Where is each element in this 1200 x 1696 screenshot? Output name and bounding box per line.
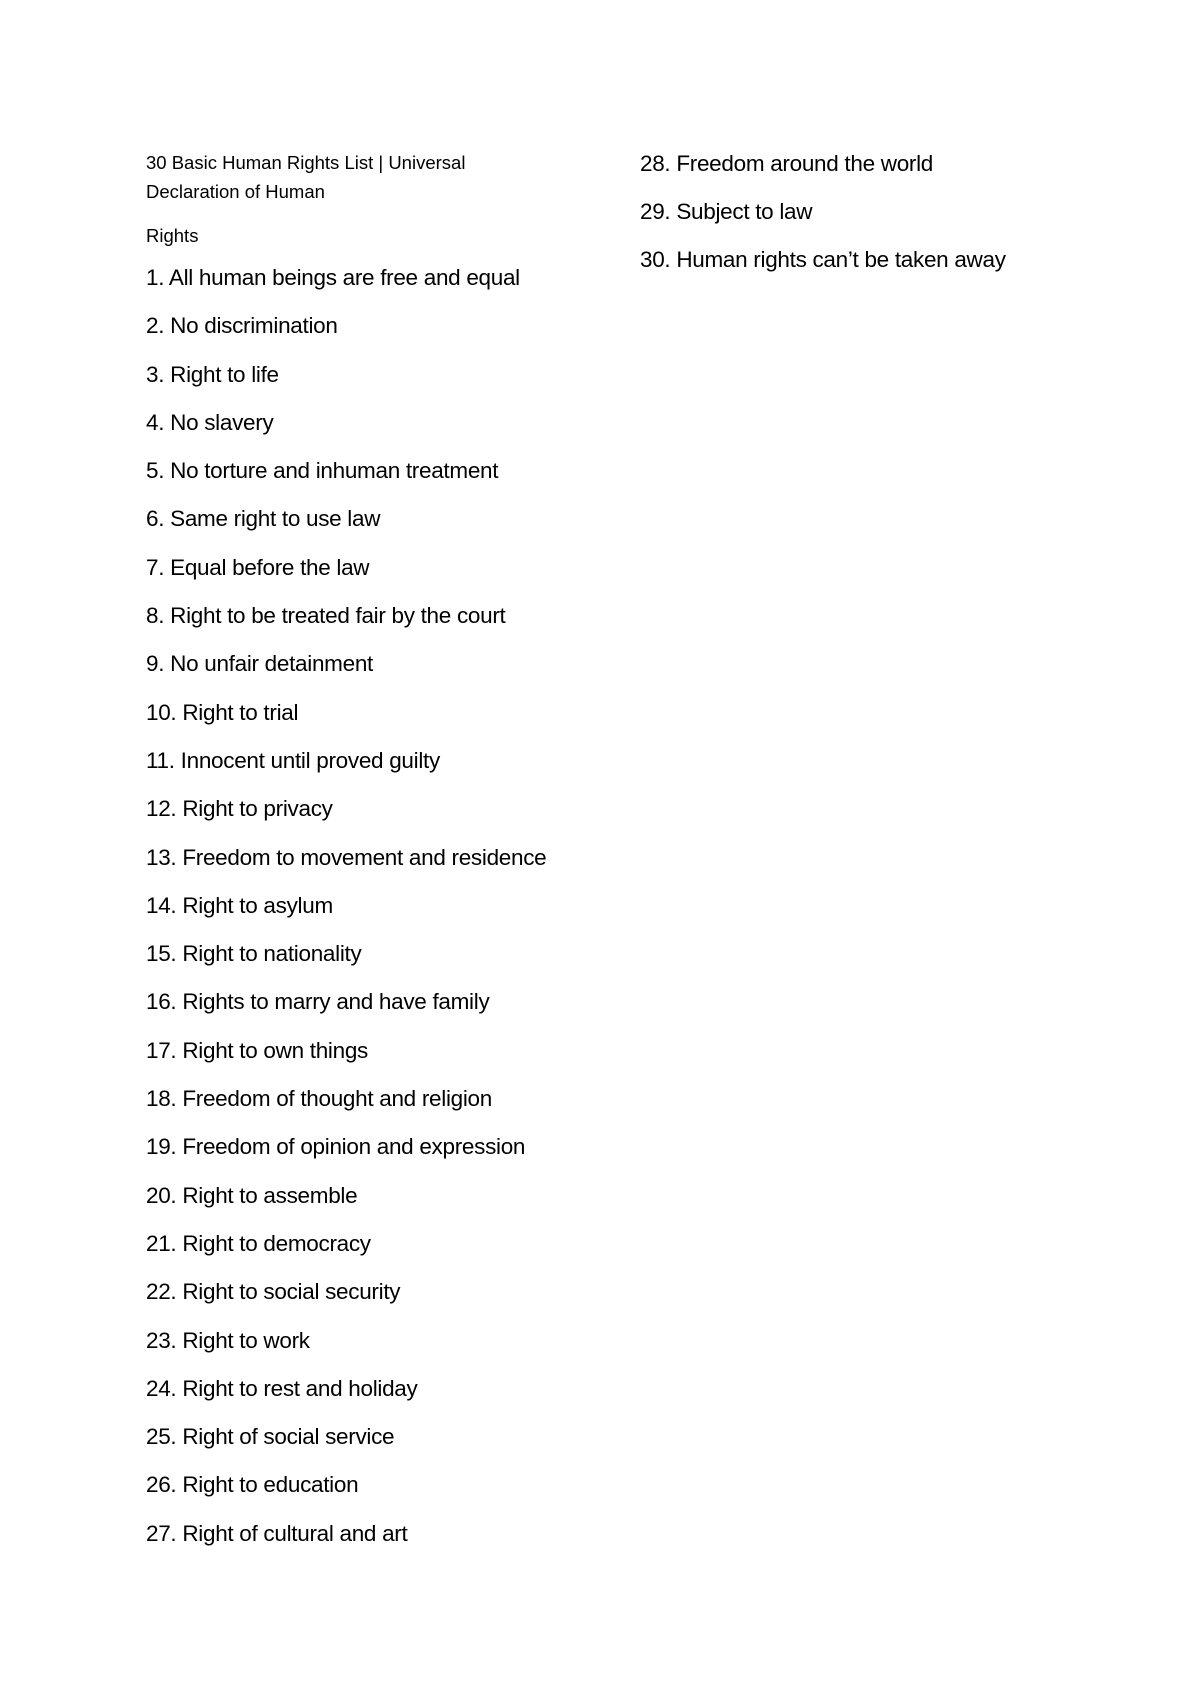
list-item: 18. Freedom of thought and religion: [146, 1086, 492, 1112]
list-item: 27. Right of cultural and art: [146, 1520, 408, 1546]
list-item: 14. Right to asylum: [146, 892, 333, 918]
list-item: 3. Right to life: [146, 361, 279, 387]
list-item: 19. Freedom of opinion and expression: [146, 1134, 526, 1160]
document-title-continuation: Rights: [146, 225, 199, 246]
list-item: 4. No slavery: [146, 409, 274, 435]
list-item: 6. Same right to use law: [146, 506, 381, 532]
list-item: 7. Equal before the law: [146, 554, 370, 580]
left-column: [146, 148, 606, 1566]
list-item: 15. Right to nationality: [146, 941, 362, 967]
list-item: 22. Right to social security: [146, 1279, 401, 1305]
rights-list-right: [640, 148, 1100, 275]
list-item: 8. Right to be treated fair by the court: [146, 603, 506, 629]
list-item: 9. No unfair detainment: [146, 651, 373, 677]
list-item: 20. Right to assemble: [146, 1182, 358, 1208]
list-item: 5. No torture and inhuman treatment: [146, 458, 499, 484]
list-item: 25. Right of social service: [146, 1424, 395, 1450]
list-item: 1. All human beings are free and equal: [146, 265, 520, 290]
list-item: 26. Right to education: [146, 1472, 359, 1498]
list-item: 13. Freedom to movement and residence: [146, 844, 547, 870]
list-item: 12. Right to privacy: [146, 796, 333, 822]
list-item: 21. Right to democracy: [146, 1230, 371, 1256]
list-item: 16. Rights to marry and have family: [146, 989, 490, 1015]
list-item: 24. Right to rest and holiday: [146, 1375, 418, 1401]
document-title: 30 Basic Human Rights List | Universal Declaration of Human: [146, 152, 466, 202]
list-item: 30. Human rights can’t be taken away: [640, 247, 1006, 272]
list-item: 28. Freedom around the world: [640, 151, 934, 176]
list-item: 2. No discrimination: [146, 313, 338, 339]
right-column: [640, 148, 1100, 292]
list-item: 23. Right to work: [146, 1327, 310, 1353]
list-item: 11. Innocent until proved guilty: [146, 747, 440, 773]
rights-list-left: [146, 262, 606, 1549]
list-item: 10. Right to trial: [146, 699, 299, 725]
list-item: 29. Subject to law: [640, 199, 813, 224]
list-item: 17. Right to own things: [146, 1037, 368, 1063]
